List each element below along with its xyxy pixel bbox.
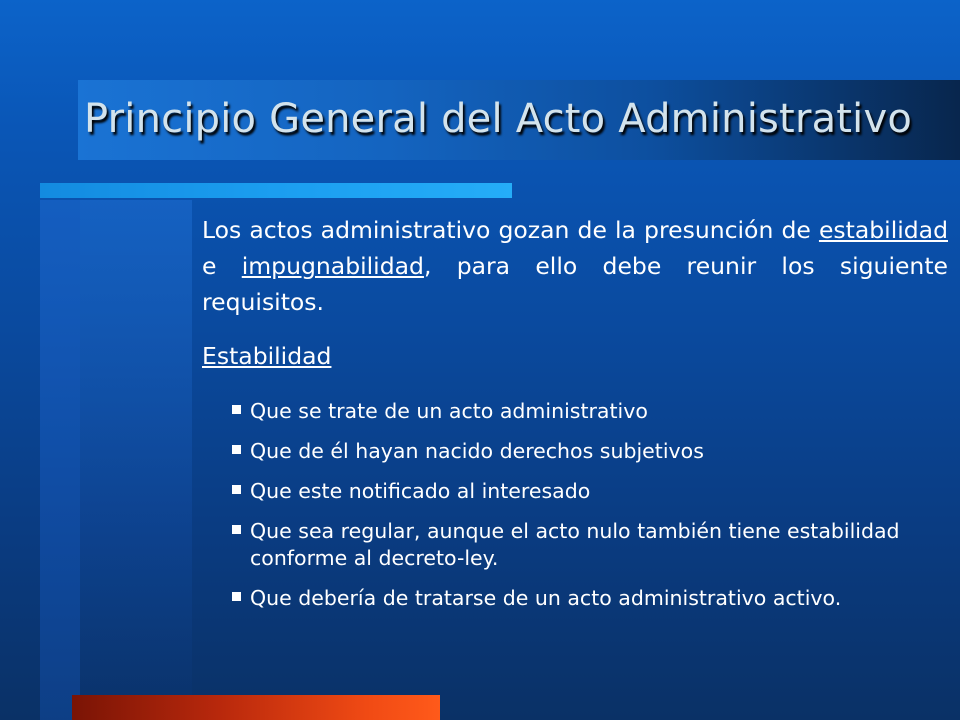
section-heading-stability: Estabilidad [202,342,332,370]
impugnability-term: impugnabilidad [241,252,424,280]
left-band-inner-stripe [40,200,80,720]
requirement-text: Que se trate de un acto administrativo [250,399,648,423]
intro-text-part2: e [202,252,242,280]
requirement-text: Que este notificado al interesado [250,479,591,503]
list-item [232,585,932,612]
square-bullet-icon [232,525,241,534]
requirements-list [232,398,932,625]
list-item [232,398,932,425]
intro-text-part3: , para ello debe reunir los siguiente requisitos. [202,252,948,316]
list-item [232,478,932,505]
stability-term: estabilidad [818,216,948,244]
square-bullet-icon [232,405,241,414]
list-item [232,438,932,465]
square-bullet-icon [232,485,241,494]
slide-title: Principio General del Acto Administrativo [84,96,913,142]
list-item [232,518,932,572]
requirement-text: Que de él hayan nacido derechos subjetivos [250,439,704,463]
accent-line [40,183,512,198]
square-bullet-icon [232,445,241,454]
square-bullet-icon [232,592,241,601]
intro-paragraph [202,212,948,320]
left-decorative-band [40,200,192,720]
requirement-text: Que debería de tratarse de un acto administrativo activo. [250,586,842,610]
intro-text-part1: Los actos administrativo gozan de la presunción de [202,216,819,244]
requirement-text: Que sea regular, aunque el acto nulo también tiene estabilidad conforme al decreto-ley. [250,519,900,570]
bottom-accent-bar [72,695,440,720]
